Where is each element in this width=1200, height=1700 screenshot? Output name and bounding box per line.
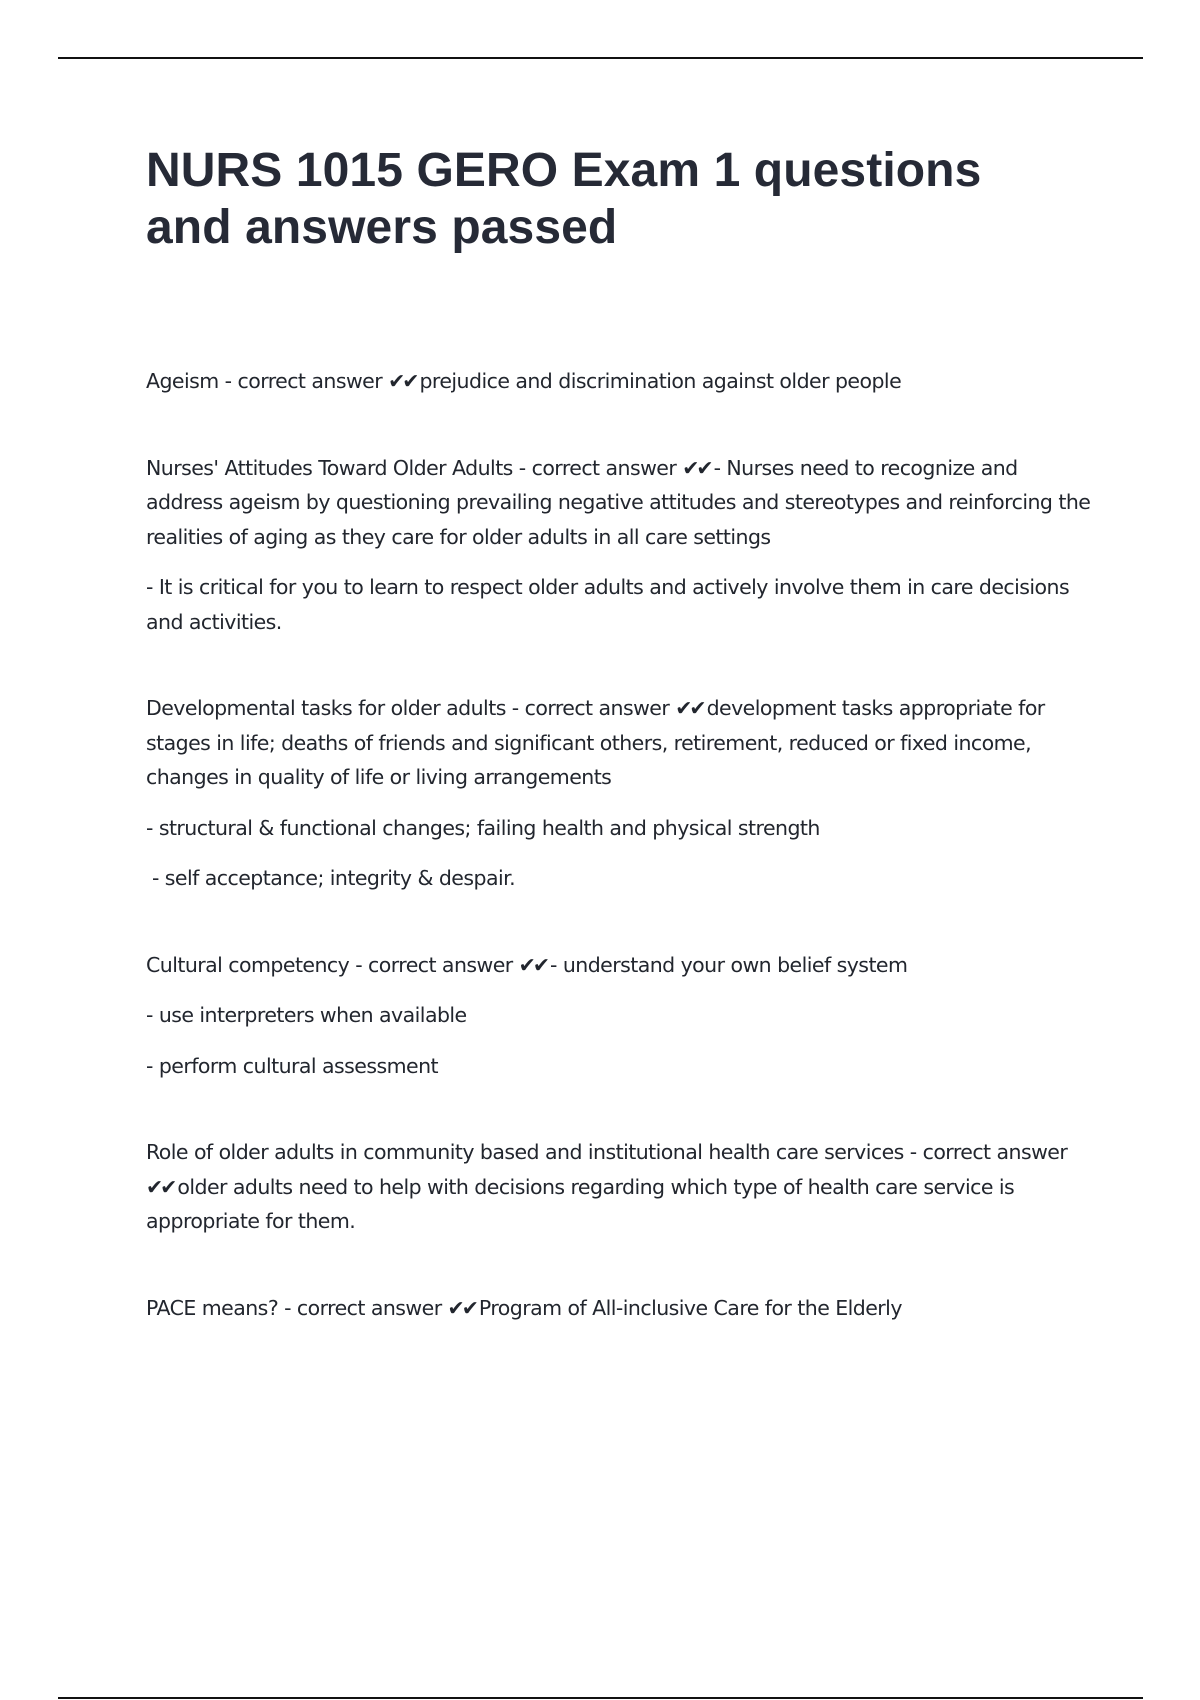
qa-extra-line: - self acceptance; integrity & despair. [146, 866, 516, 890]
checkmark-icon: ✔✔ [388, 369, 417, 393]
checkmark-icon: ✔✔ [447, 1295, 476, 1320]
qa-separator: - correct answer [218, 369, 389, 393]
qa-question [146, 1291, 1096, 1326]
qa-item-role-of-older-adults [146, 1135, 1096, 1239]
top-rule [58, 57, 1143, 59]
document-body [146, 142, 1096, 1377]
qa-extra-line: - It is critical for you to learn to respect older adults and actively involve them in care decisions and activities. [146, 575, 1076, 634]
checkmark-icon: ✔✔ [675, 696, 704, 720]
qa-term: Role of older adults in community based and institutional health care services [146, 1140, 904, 1164]
qa-answer: Program of All-inclusive Care for the Elderly [478, 1295, 902, 1320]
qa-question [146, 364, 1096, 399]
qa-term: Ageism [146, 369, 219, 393]
qa-separator: - correct answer [903, 1140, 1074, 1164]
qa-extra-line: - structural & functional changes; failing health and physical strength [146, 815, 820, 840]
qa-term: PACE means? [146, 1295, 279, 1320]
qa-separator: - correct answer [512, 455, 683, 480]
qa-term: Nurses' Attitudes Toward Older Adults [146, 455, 513, 480]
qa-answer: prejudice and discrimination against older people [419, 369, 902, 393]
qa-term: Cultural competency [146, 952, 350, 977]
checkmark-icon: ✔✔ [146, 1174, 175, 1199]
qa-list [146, 364, 1096, 1325]
qa-separator: - correct answer [349, 952, 519, 977]
checkmark-icon: ✔✔ [518, 952, 547, 977]
document-title [146, 142, 1096, 256]
qa-answer: - Nurses need to recognize and address ageism by questioning prevailing negative attitudes and stereotypes and reinforcing the realities of aging as they care for older adults in all care settings [146, 455, 1097, 549]
title-line-1: NURS 1015 GERO Exam 1 questions [146, 144, 982, 197]
qa-question [146, 691, 1096, 795]
title-line-2: and answers passed [146, 201, 618, 254]
qa-separator: - correct answer [505, 696, 676, 720]
qa-question [146, 1135, 1096, 1239]
qa-item-pace [146, 1291, 1096, 1326]
qa-extra-line: - use interpreters when available [146, 1003, 467, 1027]
qa-item-developmental-tasks [146, 691, 1096, 896]
qa-item-cultural-competency [146, 948, 1096, 1084]
qa-answer: older adults need to help with decisions regarding which type of health care service is appropriate for them. [146, 1174, 1021, 1233]
qa-answer: development tasks appropriate for stages in life; deaths of friends and significant others, retirement, reduced or fixed income, changes in quality of life or living arrangements [146, 696, 1051, 789]
qa-extra-line: - perform cultural assessment [146, 1053, 439, 1078]
qa-item-nurses-attitudes [146, 451, 1096, 640]
qa-item-ageism [146, 364, 1096, 399]
checkmark-icon: ✔✔ [682, 455, 711, 480]
qa-answer: - understand your own belief system [550, 952, 908, 977]
qa-question [146, 451, 1096, 555]
qa-question [146, 948, 1096, 983]
qa-term: Developmental tasks for older adults [146, 696, 506, 720]
qa-separator: - correct answer [278, 1295, 448, 1320]
bottom-rule [58, 1697, 1143, 1699]
